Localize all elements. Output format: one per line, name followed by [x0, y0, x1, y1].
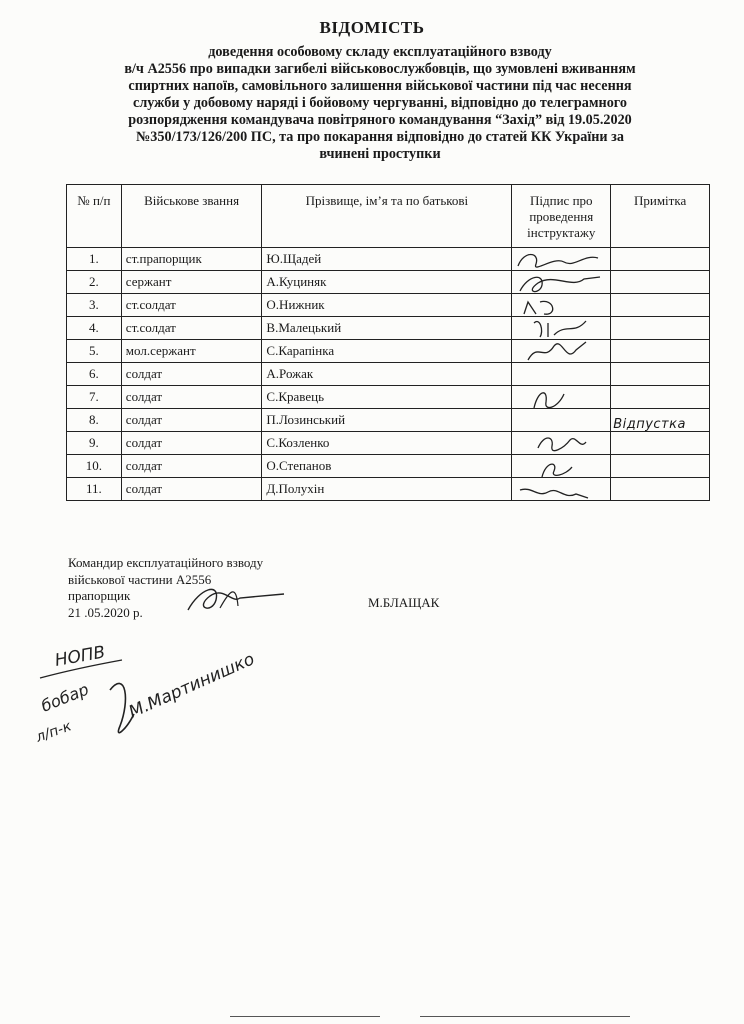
row-rank: солдат [121, 386, 262, 409]
row-number: 9. [67, 432, 122, 455]
subtitle-line: розпорядження командувача повітряного командування “Захід” від 19.05.2020 [128, 112, 632, 128]
table-row [67, 409, 710, 432]
row-name: С.Козленко [262, 432, 512, 455]
table-row [67, 386, 710, 409]
scan-artifact [420, 1016, 630, 1017]
row-rank: солдат [121, 409, 262, 432]
row-signature [512, 478, 611, 501]
table-row [67, 317, 710, 340]
subtitle-line: служби у добовому наряді і бойовому чергуванні, відповідно до телеграмного [133, 95, 627, 111]
row-note [611, 386, 710, 409]
subtitle-line: вчинені проступки [319, 146, 441, 162]
row-number: 8. [67, 409, 122, 432]
row-rank: мол.сержант [121, 340, 262, 363]
row-rank: солдат [121, 455, 262, 478]
commander-name: М.БЛАЩАК [368, 595, 440, 610]
header-rank: Військове звання [121, 185, 262, 248]
document-date: 21 .05.2020 р. [68, 604, 143, 620]
row-number: 11. [67, 478, 122, 501]
table-row [67, 455, 710, 478]
row-note [611, 317, 710, 340]
row-rank: солдат [121, 478, 262, 501]
row-name: П.Лозинський [262, 409, 512, 432]
row-name: А.Куциняк [262, 271, 512, 294]
resolution-line2: бобар [38, 679, 92, 716]
row-note [611, 248, 710, 271]
row-number: 6. [67, 363, 122, 386]
table-row [67, 478, 710, 501]
commander-rank: прапорщик [68, 588, 131, 603]
row-rank: ст.солдат [121, 317, 262, 340]
row-note [611, 363, 710, 386]
signature-icon [514, 476, 602, 504]
row-note [611, 478, 710, 501]
row-note [611, 294, 710, 317]
table-row [67, 432, 710, 455]
row-number: 4. [67, 317, 122, 340]
document-title: ВІДОМІСТЬ [319, 18, 425, 37]
row-note [611, 455, 710, 478]
commander-position: Командир експлуатаційного взводу [68, 555, 264, 570]
table-header-row [67, 185, 710, 248]
resolution-name: М.Мартинишко [125, 649, 258, 723]
scan-artifact [230, 1016, 380, 1017]
row-signature [512, 409, 611, 432]
row-number: 7. [67, 386, 122, 409]
row-number: 3. [67, 294, 122, 317]
row-rank: солдат [121, 363, 262, 386]
row-note [611, 340, 710, 363]
row-note [611, 271, 710, 294]
row-signature [512, 294, 611, 317]
row-name: В.Малецький [262, 317, 512, 340]
handwritten-resolution [30, 630, 280, 750]
row-signature [512, 386, 611, 409]
table-row [67, 363, 710, 386]
row-name: А.Рожак [262, 363, 512, 386]
row-signature [512, 340, 611, 363]
resolution-line3: л/п-к [33, 718, 74, 746]
subtitle-line: спиртних напоїв, самовільного залишення військової частини під час несення [128, 78, 632, 94]
row-note [611, 409, 710, 432]
row-rank: ст.солдат [121, 294, 262, 317]
table-row [67, 340, 710, 363]
header-signature: Підпис про проведення інструктажу [512, 185, 611, 248]
row-name: О.Степанов [262, 455, 512, 478]
document-subtitle [60, 44, 700, 163]
row-signature [512, 432, 611, 455]
header-num: № п/п [67, 185, 122, 248]
header-name: Прізвище, ім’я та по батькові [262, 185, 512, 248]
row-number: 5. [67, 340, 122, 363]
row-number: 1. [67, 248, 122, 271]
commander-signature-icon [180, 578, 290, 618]
table-row [67, 294, 710, 317]
commander-unit: військової частини А2556 [68, 571, 212, 587]
row-rank: солдат [121, 432, 262, 455]
row-rank: ст.прапорщик [121, 248, 262, 271]
row-signature [512, 363, 611, 386]
header-note: Примітка [611, 185, 710, 248]
row-rank: сержант [121, 271, 262, 294]
row-note-text: Відпустка [613, 417, 686, 432]
row-note [611, 432, 710, 455]
row-signature [512, 248, 611, 271]
row-name: С.Кравець [262, 386, 512, 409]
row-signature [512, 271, 611, 294]
table-row [67, 248, 710, 271]
row-name: Д.Полухін [262, 478, 512, 501]
row-signature [512, 317, 611, 340]
row-signature [512, 455, 611, 478]
resolution-line1: НОПВ [53, 642, 107, 671]
row-number: 2. [67, 271, 122, 294]
subtitle-line: в/ч А2556 про випадки загибелі військовослужбовців, що зумовлені вживанням [124, 61, 636, 77]
subtitle-line: №350/173/126/200 ПС, та про покарання відповідно до статей КК України за [136, 129, 624, 145]
subtitle-line: доведення особовому складу експлуатаційного взводу [208, 44, 552, 60]
row-name: С.Карапінка [262, 340, 512, 363]
table-row [67, 271, 710, 294]
personnel-table [66, 184, 710, 501]
row-number: 10. [67, 455, 122, 478]
row-name: Ю.Щадей [262, 248, 512, 271]
row-name: О.Нижник [262, 294, 512, 317]
